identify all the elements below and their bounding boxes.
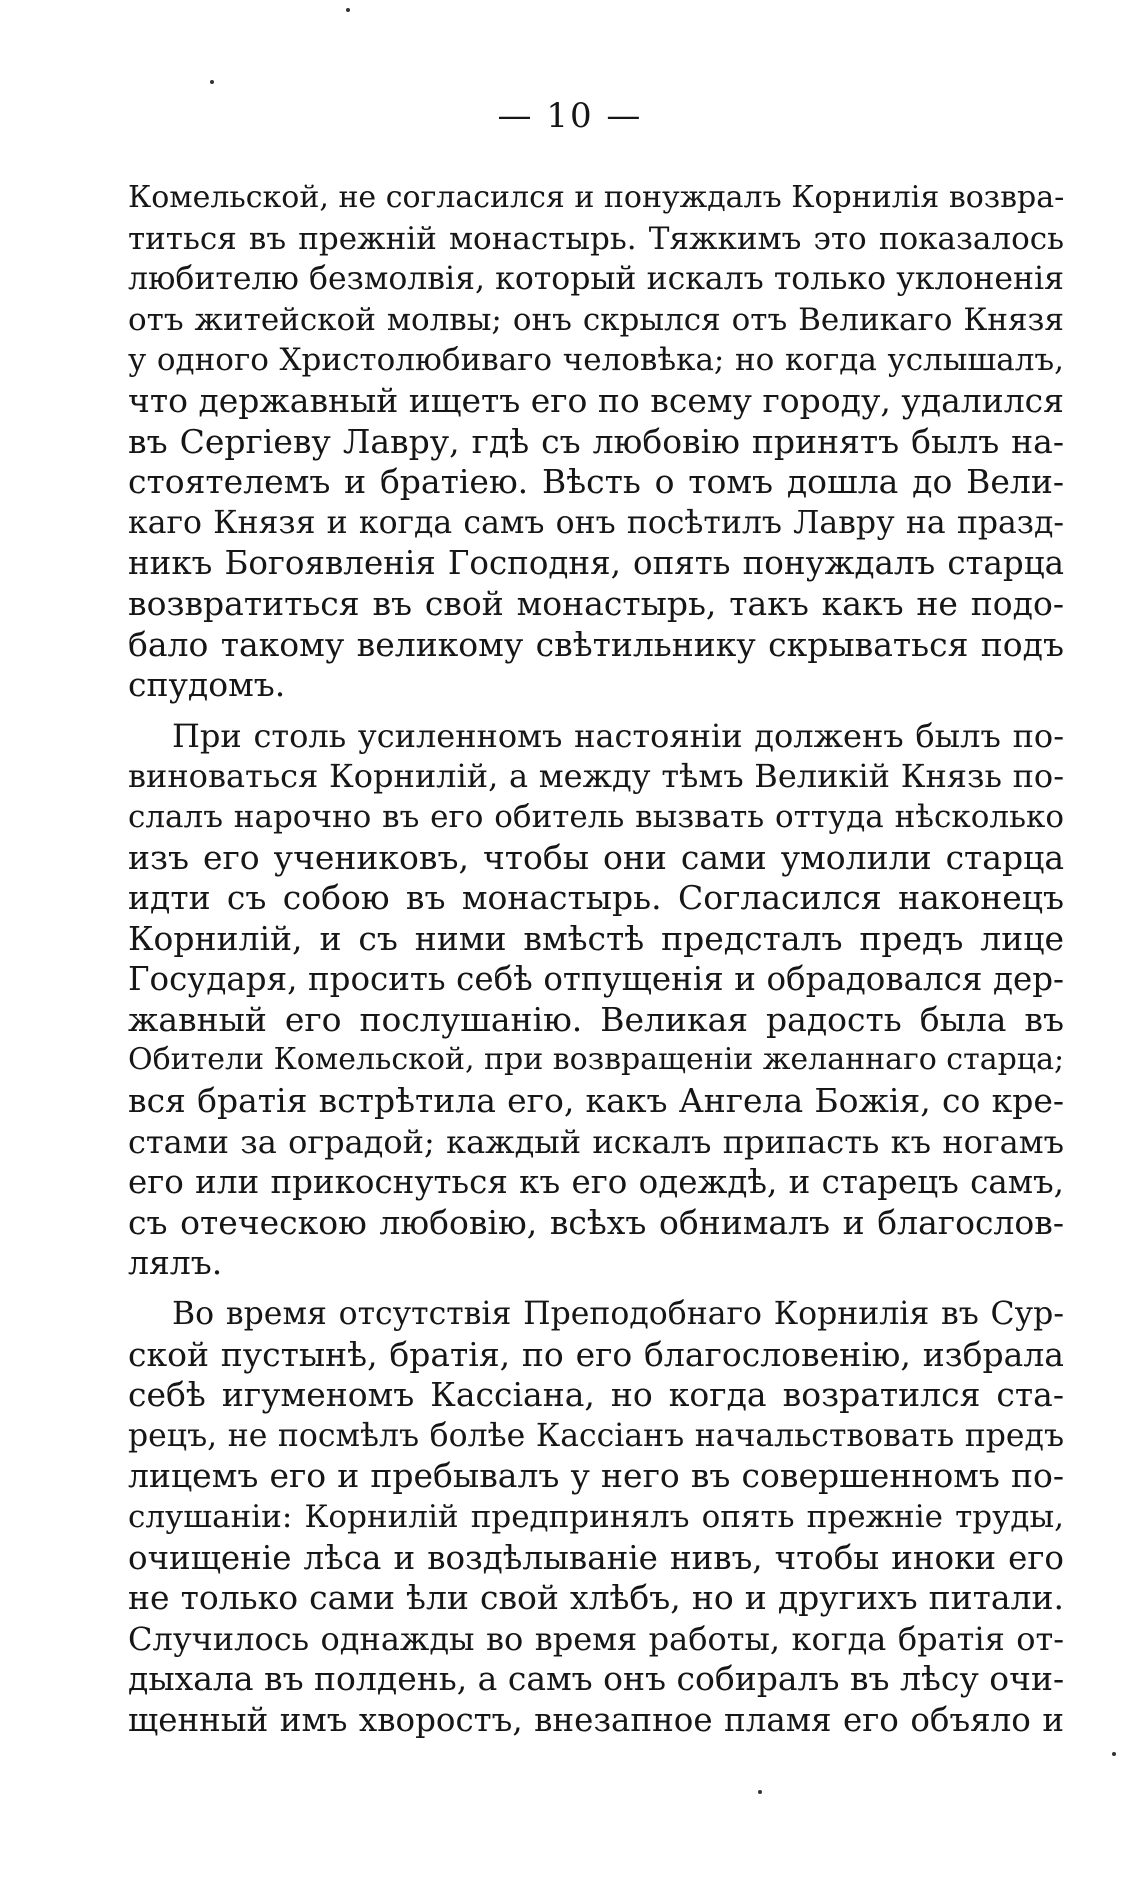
text-line: жавный его послушанію. Великая радость была въ bbox=[128, 999, 1064, 1039]
text-line: идти съ собою въ монастырь. Согласился наконецъ bbox=[128, 878, 1064, 918]
text-line: себѣ игуменомъ Кассіана, но когда возратился ста- bbox=[128, 1375, 1064, 1415]
text-line: что державный ищетъ его по всему городу, удалился bbox=[128, 380, 1064, 420]
scan-speck bbox=[1112, 1752, 1116, 1756]
scan-speck bbox=[758, 1790, 762, 1794]
page-number: — 10 — bbox=[497, 96, 643, 136]
text-line: При столь усиленномъ настояніи долженъ былъ по- bbox=[172, 716, 1064, 755]
text-line: лицемъ его и пребывалъ у него въ совершенномъ по- bbox=[128, 1456, 1064, 1496]
text-line: титься въ прежній монастырь. Тяжкимъ это показалось bbox=[128, 220, 1064, 257]
text-line: спудомъ. bbox=[128, 665, 286, 705]
text-line: стами за оградой; каждый искалъ припасть къ ногамъ bbox=[128, 1122, 1064, 1161]
text-line: у одного Христолюбиваго человѣка; но когда услышалъ, bbox=[128, 342, 1064, 379]
text-line: никъ Богоявленія Господня, опять понуждалъ старца bbox=[128, 544, 1064, 583]
text-line: Государя, просить себѣ отпущенія и обрадовался дер- bbox=[128, 960, 1064, 999]
text-line: Комельской, не согласился и понуждалъ Корнилія возвра- bbox=[128, 180, 1065, 215]
text-line: виноваться Корнилій, а между тѣмъ Великій Князь по- bbox=[128, 757, 1064, 796]
scan-speck bbox=[210, 80, 214, 84]
text-line: Корнилій, и съ ними вмѣстѣ предсталъ предъ лице bbox=[128, 918, 1064, 958]
text-line: изъ его учениковъ, чтобы они сами умолили старца bbox=[128, 837, 1064, 877]
text-line: бало такому великому свѣтильнику скрываться подъ bbox=[128, 624, 1064, 664]
body-text bbox=[128, 178, 1064, 1741]
text-line: очищеніе лѣса и воздѣлываніе нивъ, чтобы иноки его bbox=[128, 1538, 1064, 1577]
text-line: дыхала въ полдень, а самъ онъ собиралъ въ лѣсу очи- bbox=[128, 1659, 1065, 1699]
text-line: рецъ, не посмѣлъ болѣе Кассіанъ начальствовать предъ bbox=[128, 1417, 1064, 1454]
text-line: слушаніи: Корнилій предпринялъ опять прежніе труды, bbox=[128, 1499, 1064, 1535]
text-line: любителю безмолвія, который искалъ только уклоненія bbox=[128, 261, 1064, 298]
paragraph-3 bbox=[128, 1294, 1064, 1741]
text-line: стоятелемъ и братіею. Вѣсть о томъ дошла до Вели- bbox=[128, 462, 1064, 502]
paragraph-gap bbox=[128, 1284, 1064, 1294]
text-line: возвратиться въ свой монастырь, такъ какъ не подо- bbox=[128, 583, 1064, 623]
text-line: въ Сергіеву Лавру, гдѣ съ любовію принятъ былъ на- bbox=[128, 421, 1064, 461]
text-line: Случилось однажды во время работы, когда братія от- bbox=[128, 1619, 1064, 1658]
text-line: щенный имъ хворостъ, внезапное пламя его объяло и bbox=[128, 1700, 1064, 1739]
paragraph-2 bbox=[128, 716, 1064, 1284]
scan-speck bbox=[346, 8, 350, 12]
text-line: каго Князя и когда самъ онъ посѣтилъ Лавру на празд- bbox=[128, 504, 1064, 541]
text-line: Во время отсутствія Преподобнаго Корнилія въ Сур- bbox=[172, 1296, 1064, 1333]
text-line: не только сами ѣли свой хлѣбъ, но и другихъ питали. bbox=[128, 1578, 1064, 1618]
text-line: Обители Комельской, при возвращеніи желаннаго старца; bbox=[128, 1042, 1065, 1078]
text-line: слалъ нарочно въ его обитель вызвать оттуда нѣсколько bbox=[128, 798, 1064, 835]
paragraph-1 bbox=[128, 178, 1064, 706]
text-line: вся братія встрѣтила его, какъ Ангела Божія, со кре- bbox=[128, 1081, 1064, 1121]
text-line: отъ житейской молвы; онъ скрылся отъ Великаго Князя bbox=[128, 301, 1064, 338]
text-line: его или прикоснуться къ его одеждѣ, и старецъ самъ, bbox=[128, 1163, 1064, 1202]
text-line: ской пустынѣ, братія, по его благословенію, избрала bbox=[128, 1334, 1064, 1374]
paragraph-gap bbox=[128, 706, 1064, 716]
text-line: лялъ. bbox=[128, 1243, 223, 1283]
text-line: съ отеческою любовію, всѣхъ обнималъ и благослов- bbox=[128, 1202, 1064, 1242]
